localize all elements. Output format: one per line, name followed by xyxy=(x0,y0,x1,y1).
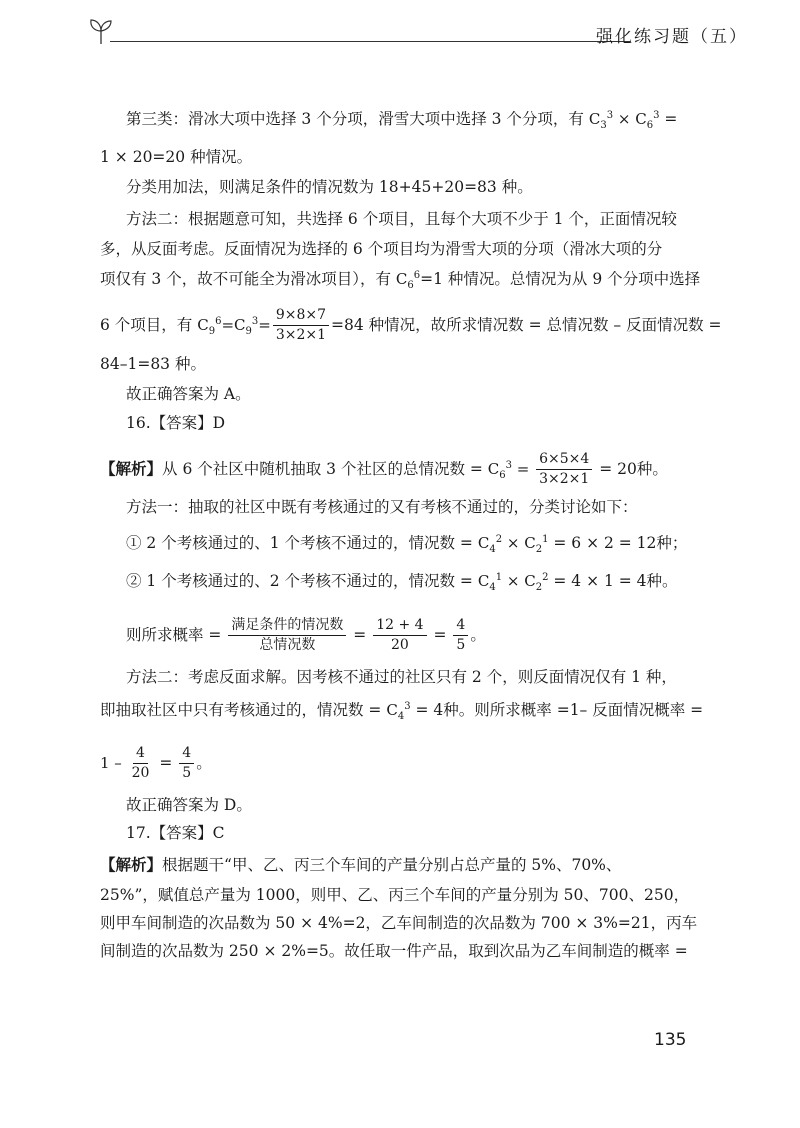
text-line: 故正确答案为 A。 xyxy=(126,385,251,403)
fraction: $\frac{4}{20}$ xyxy=(131,745,150,782)
text-line: 间制造的次品数为 250 × 2%=5。故任取一件产品，取到次品为乙车间制造的概率 = xyxy=(100,942,688,960)
text-line: 多，从反面考虑。反面情况为选择的 6 个项目均为滑雪大项的分项（滑冰大项的分 xyxy=(100,240,663,258)
text-line: ② 1 个考核通过的、2 个考核不通过的，情况数 = $C_4^1 \times C_2^2 = 4 \times 1 = 4$种。 xyxy=(126,572,678,593)
text-line: 分类用加法，则满足条件的情况数为 18+45+20=83 种。 xyxy=(126,178,533,196)
text-line: 84–1=83 种。 xyxy=(100,355,206,373)
text-line: 第三类：滑冰大项中选择 3 个分项，滑雪大项中选择 3 个分项，有 $C_3^3 \times C_6^3$ = xyxy=(126,110,678,131)
answer-17: 17.【答案】C xyxy=(126,824,225,842)
running-title: 强化练习题（五） xyxy=(596,27,748,47)
text-line: 方法二：考虑反面求解。因考核不通过的社区只有 2 个，则反面情况仅有 1 种， xyxy=(126,668,677,686)
fraction: $\frac{\text{满足条件的情况数}}{\text{总情况数}}$ xyxy=(228,618,346,654)
text-line: 项仅有 3 个，故不可能全为滑冰项目），有 $C_6^6=1$ 种情况。总情况为从 9 个分项中选择 xyxy=(100,270,701,291)
text-line: 故正确答案为 D。 xyxy=(126,796,252,814)
fraction: $\frac{9\times 8\times 7}{3\times 2\times 1}$ xyxy=(273,308,329,344)
fraction: $\frac{4}{5}$ xyxy=(179,746,194,782)
page-header xyxy=(88,16,748,50)
text-line: 25%”，赋值总产量为 1000，则甲、乙、丙三个车间的产量分别为 50、700、250， xyxy=(100,886,690,904)
text-line: 【解析】从 6 个社区中随机抽取 3 个社区的总情况数 = $C_6^3$ = $\frac{6\times 5\times 4}{3\times 2\times 1}$ = 20种。 xyxy=(100,451,668,488)
text-line: 1 – $\frac{4}{20}$ = $\frac{4}{5}$ 。 xyxy=(100,745,212,782)
answer-16: 16.【答案】D xyxy=(126,414,226,432)
text-line: 1 × 20=20 种情况。 xyxy=(100,148,253,166)
text-line: 即抽取社区中只有考核通过的，情况数 = $C_4^3 = 4$种。则所求概率 =1– 反面情况概率 = xyxy=(100,701,704,722)
fraction: $\frac{4}{5}$ xyxy=(453,618,468,654)
text-line: 方法一：抽取的社区中既有考核通过的又有考核不通过的，分类讨论如下： xyxy=(126,498,638,516)
text-line: 【解析】根据题干“甲、乙、丙三个车间的产量分别占总产量的 5%、70%、 xyxy=(100,856,622,874)
text-line: 则所求概率 = $\frac{\text{满足条件的情况数}}{\text{总情况数}}$ = $\frac{12 + 4}{20}$ = $\frac{4}{5}$ 。 xyxy=(126,617,486,654)
text-line: 方法二：根据题意可知，共选择 6 个项目，且每个大项不少于 1 个，正面情况较 xyxy=(126,210,677,228)
fraction: $\frac{12 + 4}{20}$ xyxy=(373,618,426,654)
text-line: 则甲车间制造的次品数为 50 × 4%=2，乙车间制造的次品数为 700 × 3%=21，丙车 xyxy=(100,914,698,932)
text-line: ① 2 个考核通过的、1 个考核不通过的，情况数 = $C_4^2 \times C_2^1 = 6 \times 2 = 12$种； xyxy=(126,534,688,555)
text-line: 6 个项目，有 $C_9^6=C_9^3=$ $\frac{9\times 8\times 7}{3\times 2\times 1}$ =84 种情况，故所求情况数 = 总情况数 – 反面情况数 = xyxy=(100,307,722,344)
header-rule xyxy=(110,41,630,42)
page-number: 135 xyxy=(654,1030,687,1050)
fraction: $\frac{6\times 5\times 4}{3\times 2\times 1}$ xyxy=(536,452,592,488)
